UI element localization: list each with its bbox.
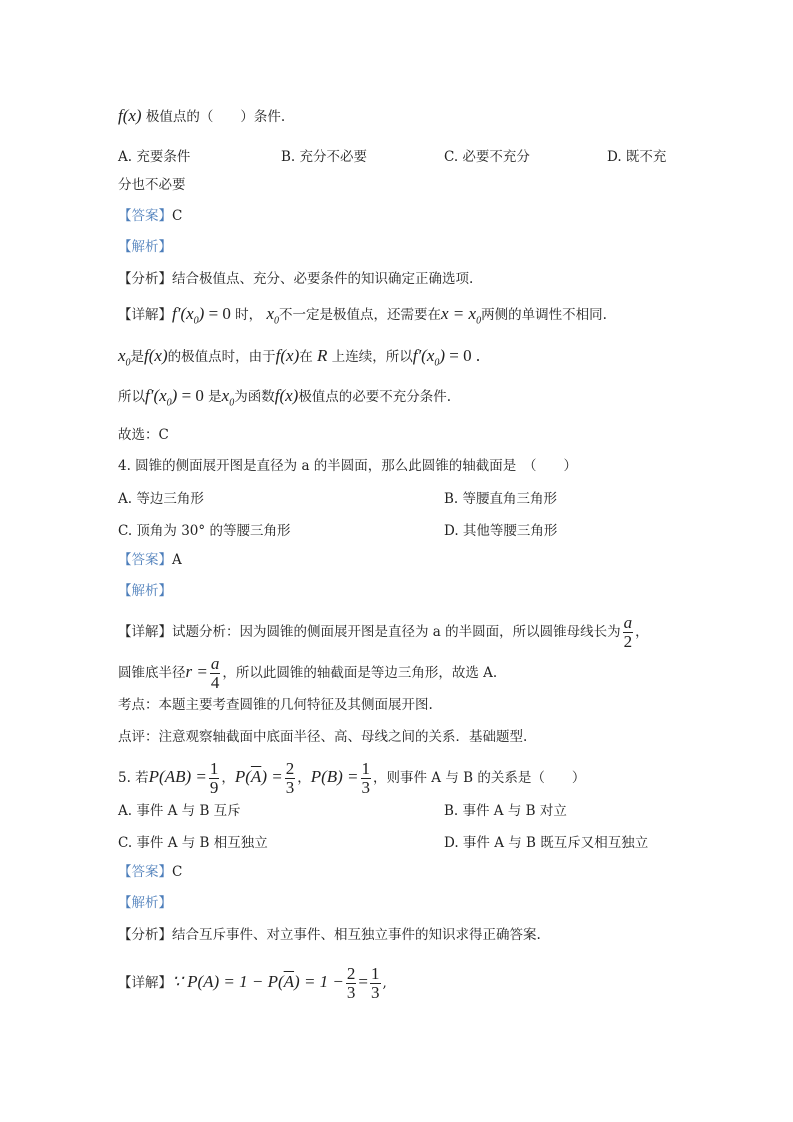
- text: 试题分析：因为圆锥的侧面展开图是直径为 a 的半圆面，所以圆锥母线长为: [172, 624, 621, 640]
- fraction: $\frac{a}{4}$: [210, 654, 220, 692]
- math: f(x): [275, 346, 300, 365]
- q4-analysis-label: 【解析】: [118, 583, 172, 599]
- q3-fenxi: [118, 269, 473, 289]
- answer-label: 【答案】: [118, 864, 172, 880]
- text: ，所以此圆锥的轴截面是等边三角形，故选 A.: [222, 665, 498, 681]
- answer-value: C: [172, 864, 183, 880]
- q3-analysis-label: 【解析】: [118, 239, 172, 255]
- fraction: $\frac{2}{3}$: [346, 964, 356, 1002]
- label: 【分析】: [118, 271, 172, 287]
- q4-option-b: B. 等腰直角三角形: [444, 491, 558, 507]
- q4-option-a: A. 等边三角形: [118, 491, 204, 507]
- q5-analysis-label: 【解析】: [118, 895, 172, 911]
- text: 两侧的单调性不相同.: [481, 307, 607, 323]
- text: 为函数: [234, 389, 275, 405]
- q4-option-c: C. 顶角为 30° 的等腰三角形: [118, 523, 291, 539]
- math: R: [317, 346, 328, 365]
- q3-option-b: B. 充分不必要: [281, 149, 368, 165]
- fraction: $\frac{1}{3}$: [371, 964, 380, 1002]
- q5-option-b: B. 事件 A 与 B 对立: [444, 803, 567, 819]
- q3-xiangjie-1: 【详解】$f'(x_0) = 0$ 时， $x_0$不一定是极值点，还需要在$x = x_0$两侧的单调性不相同.: [118, 304, 607, 327]
- q5-option-a: A. 事件 A 与 B 互斥: [118, 803, 241, 819]
- q4-stem: 4. 圆锥的侧面展开图是直径为 a 的半圆面，那么此圆锥的轴截面是 （ ）: [118, 458, 578, 474]
- q3-option-d: D. 既不充: [607, 149, 667, 165]
- text: 所以: [118, 389, 145, 405]
- math: f(x): [274, 386, 299, 405]
- answer-value: C: [172, 208, 183, 224]
- q3-option-d-cont: 分也不必要: [118, 177, 186, 193]
- text: 不一定是极值点，还需要在: [279, 307, 442, 323]
- label: 【详解】: [118, 307, 172, 323]
- q5-option-d: D. 事件 A 与 B 既互斥又相互独立: [444, 835, 649, 851]
- text: 的极值点时，由于: [167, 349, 276, 365]
- answer-label: 【答案】: [118, 552, 172, 568]
- q4-xiangjie-2: [118, 652, 497, 693]
- q5-xiangjie: 【详解】∵ $P(A) = 1 - P(\overline{A}) = 1$ − $\frac{2}{3}$ = $\frac{1}{3}$ ,: [118, 964, 387, 1002]
- q3-option-c: C. 必要不充分: [444, 149, 530, 165]
- q5-answer: [118, 862, 182, 882]
- fraction: $\frac{1}{3}$: [361, 759, 371, 797]
- q5-fenxi: 【分析】结合互斥事件、对立事件、相互独立事件的知识求得正确答案.: [118, 927, 541, 943]
- q4-kaodian: 考点：本题主要考查圆锥的几何特征及其侧面展开图.: [118, 697, 433, 713]
- text: 是: [208, 389, 222, 405]
- text: 上连续，所以: [331, 349, 413, 365]
- q3-stem-tail: [118, 106, 285, 127]
- q5-option-c: C. 事件 A 与 B 相互独立: [118, 835, 268, 851]
- q4-option-d: D. 其他等腰三角形: [444, 523, 558, 539]
- math: f(x): [144, 346, 168, 365]
- text: 圆锥底半径: [118, 665, 186, 681]
- fraction: $\frac{2}{3}$: [285, 759, 295, 797]
- q3-xiangjie-2: $x_0$是f(x)的极值点时，由于f(x)在 R 上连续，所以$f'(x_0) = 0$ .: [118, 346, 481, 369]
- text: 结合极值点、充分、必要条件的知识确定正确选项.: [172, 271, 474, 287]
- text: 极值点的必要不充分条件.: [298, 389, 452, 405]
- q3-choose: 故选：C: [118, 427, 169, 443]
- answer-label: 【答案】: [118, 208, 172, 224]
- q4-answer: [118, 550, 182, 570]
- math: f(x): [118, 106, 142, 125]
- answer-value: A: [172, 552, 182, 568]
- q4-dianping: 点评：注意观察轴截面中底面半径、高、母线之间的关系．基础题型.: [118, 729, 528, 745]
- q3-xiangjie-3: 所以$f'(x_0) = 0$ 是$x_0$为函数f(x)极值点的必要不充分条件.: [118, 386, 452, 409]
- math: r =: [185, 662, 208, 681]
- q5-stem: 5. 若P(AB) = $\frac{1}{9}$ ，$P(\overline{A})$ = $\frac{2}{3}$ ，P(B) = $\frac{1}{3}$ ，则事件 A 与 B 的关系是（ ）: [118, 759, 586, 797]
- fraction: $\frac{a}{2}$: [623, 613, 633, 651]
- fraction: $\frac{1}{9}$: [209, 759, 219, 797]
- text: 时，: [235, 307, 263, 323]
- text: 在: [299, 349, 313, 365]
- label: 【详解】: [118, 624, 172, 640]
- text: 极值点的（ ）条件.: [145, 109, 286, 125]
- q4-xiangjie-1: 【详解】试题分析：因为圆锥的侧面展开图是直径为 a 的半圆面，所以圆锥母线长为 $\frac{a}{2}$ ，: [118, 613, 649, 651]
- q3-option-a: A. 充要条件: [118, 149, 191, 165]
- text: 是: [130, 349, 145, 365]
- q3-answer: [118, 206, 182, 226]
